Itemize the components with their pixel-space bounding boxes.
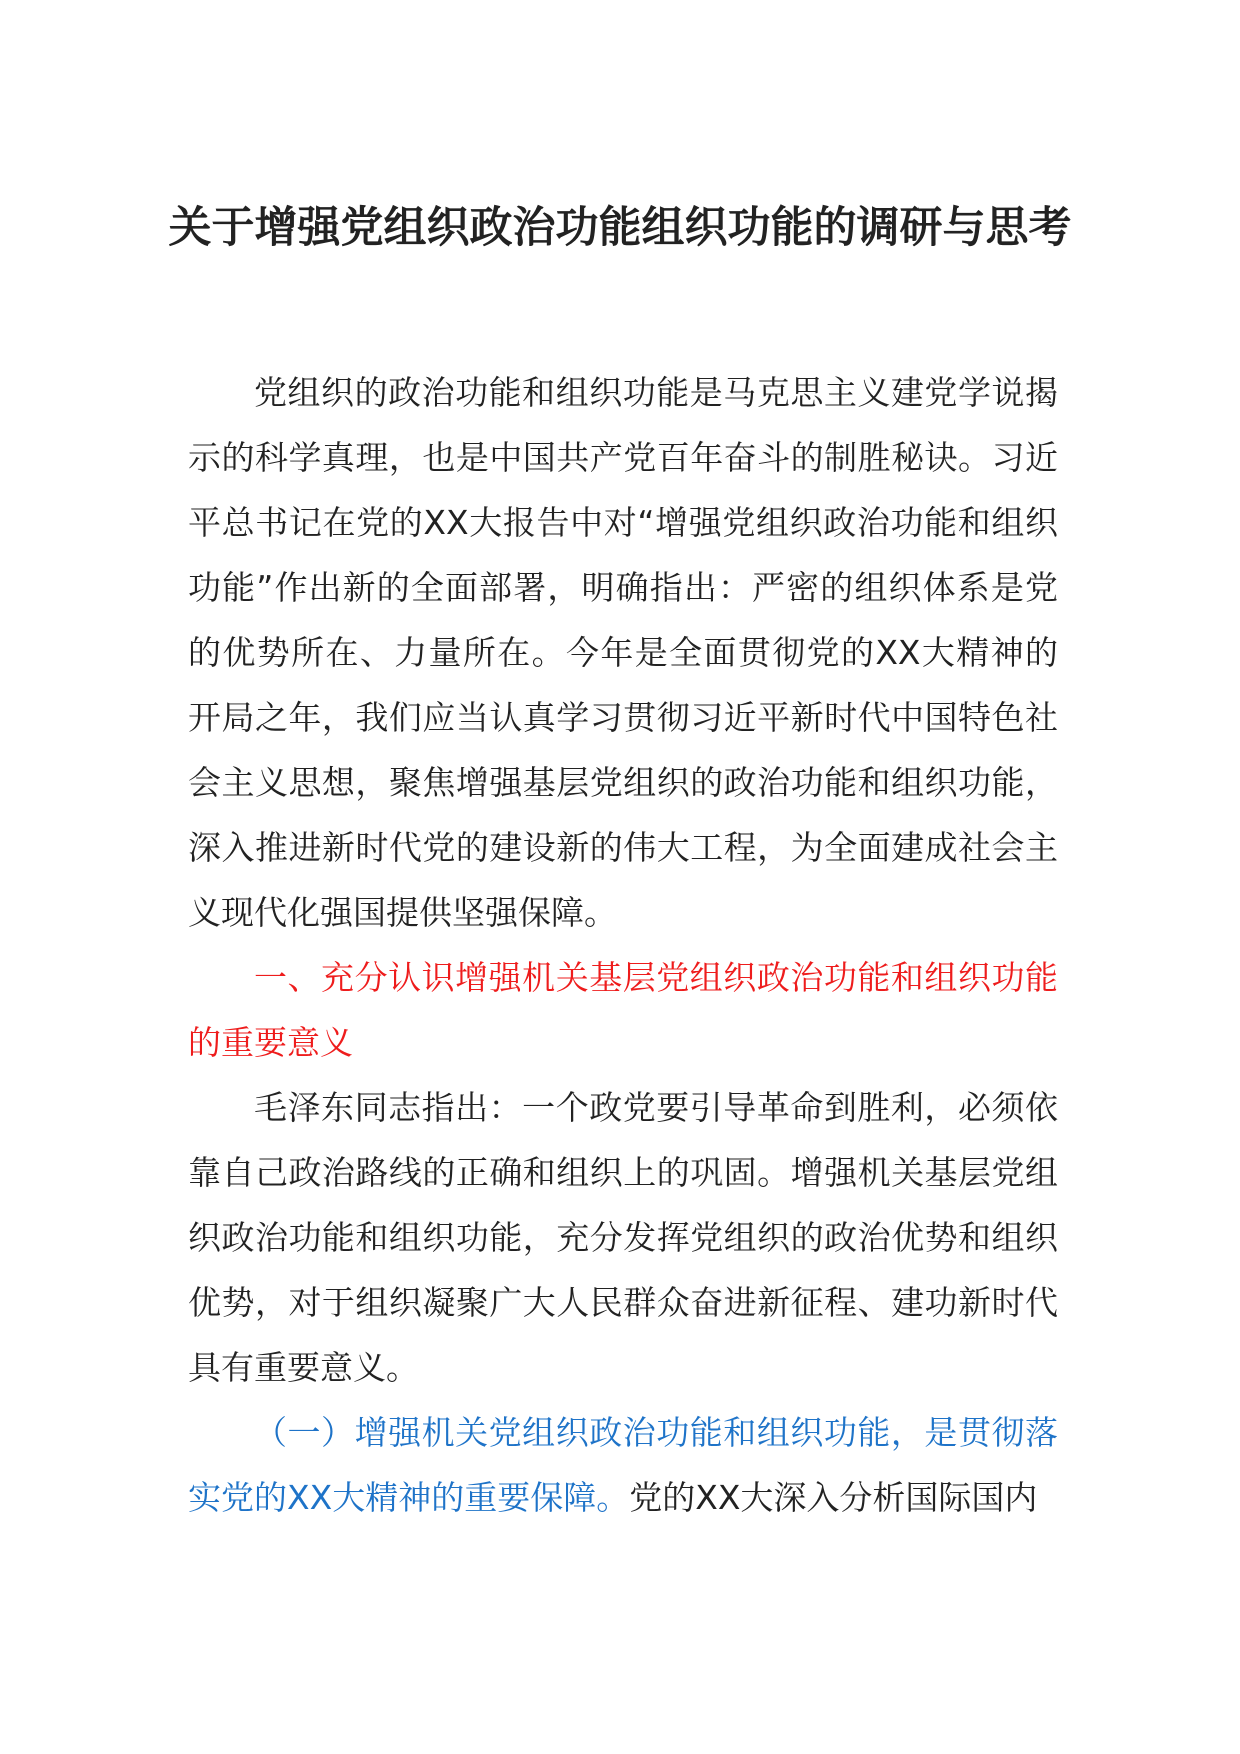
body-paragraph: 党组织的政治功能和组织功能是马克思主义建党学说揭示的科学真理，也是中国共产党百年奋斗的制胜秘诀。习近平总书记在党的XX大报告中对“增强党组织政治功能和组织功能”作出新的全面部署，明确指出：严密的组织体系是党的优势所在、力量所在。今年是全面贯彻党的XX大精神的开局之年，我们应当认真学习贯彻习近平新时代中国特色社会主义思想，聚焦增强基层党组织的政治功能和组织功能，深入推进新时代党的建设新的伟大工程，为全面建成社会主义现代化强国提供坚强保障。 xyxy=(188,373,1058,932)
subsection-heading: （一）增强机关党组织政治功能和组织功能，是贯彻落实党的XX大精神的重要保障。 xyxy=(188,1413,1058,1517)
body-paragraph xyxy=(188,1400,1058,1530)
document-body xyxy=(188,360,1058,1530)
body-paragraph: 毛泽东同志指出：一个政党要引导革命到胜利，必须依靠自己政治路线的正确和组织上的巩固。增强机关基层党组织政治功能和组织功能，充分发挥党组织的政治优势和组织优势，对于组织凝聚广大人民群众奋进新征程、建功新时代具有重要意义。 xyxy=(188,1088,1058,1387)
document-title: 关于增强党组织政治功能组织功能的调研与思考 xyxy=(168,203,1072,253)
section-heading: 一、充分认识增强机关基层党组织政治功能和组织功能的重要意义 xyxy=(188,958,1058,1062)
body-text: 党的XX大深入分析国际国内 xyxy=(629,1478,1038,1517)
